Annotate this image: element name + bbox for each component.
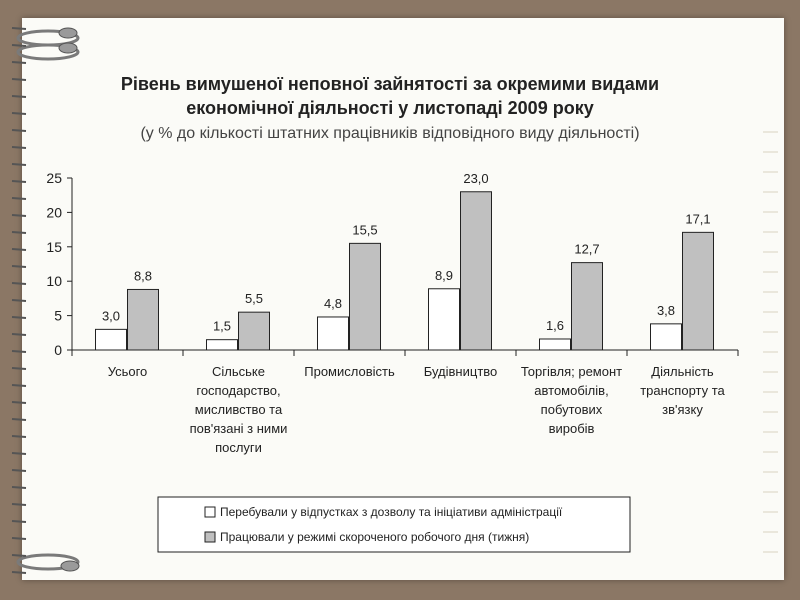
- category-label-4: Торгівля; ремонт: [520, 364, 623, 379]
- legend-label-0: Перебували у відпустках з дозволу та ініціативи адміністрації: [220, 505, 563, 519]
- data-label-series1-cat0: 8,8: [133, 268, 153, 284]
- bar-series0-cat4: [540, 339, 571, 350]
- y-tick-label: 20: [46, 204, 62, 221]
- y-tick-label: 5: [54, 307, 62, 324]
- category-label-0: Усього: [107, 364, 148, 379]
- category-label-3: Будівництво: [423, 364, 498, 379]
- legend-swatch-0: [205, 507, 215, 517]
- data-label-series0-cat2: 4,8: [323, 295, 343, 311]
- category-label-4: виробів: [548, 421, 595, 436]
- legend: [158, 497, 630, 552]
- bar-series1-cat4: [572, 263, 603, 350]
- data-label-series1-cat5: 17,1: [685, 211, 711, 227]
- y-tick-label: 10: [46, 273, 62, 290]
- y-tick-label: 25: [46, 170, 62, 186]
- bar-series0-cat2: [318, 317, 349, 350]
- bar-series0-cat3: [429, 289, 460, 350]
- bar-series0-cat1: [207, 340, 238, 350]
- data-label-series0-cat4: 1,6: [545, 317, 565, 333]
- category-label-5: зв'язку: [662, 402, 703, 417]
- category-label-1: Сільське: [212, 364, 265, 379]
- legend-label-1: Працювали у режимі скороченого робочого дня (тижня): [220, 530, 530, 544]
- category-label-1: пов'язані з ними: [189, 421, 288, 436]
- bar-series1-cat3: [461, 192, 492, 350]
- category-label-2: Промисловість: [304, 364, 395, 379]
- data-label-series0-cat1: 1,5: [212, 318, 232, 334]
- bar-series0-cat0: [96, 329, 127, 350]
- y-tick-label: 15: [46, 238, 62, 255]
- data-label-series0-cat0: 3,0: [101, 308, 121, 324]
- chart-title-line-1: Рівень вимушеної неповної зайнятості за окремими видами: [120, 74, 660, 94]
- data-label-series0-cat5: 3,8: [656, 302, 676, 318]
- data-label-series1-cat4: 12,7: [574, 241, 600, 257]
- category-label-5: Діяльність: [651, 364, 714, 379]
- category-label-1: мисливство та: [194, 402, 283, 417]
- data-label-series0-cat3: 8,9: [434, 267, 454, 283]
- y-tick-label: 0: [54, 342, 62, 358]
- bar-series1-cat0: [128, 289, 159, 350]
- bar-series0-cat5: [651, 324, 682, 350]
- data-label-series1-cat1: 5,5: [244, 291, 264, 307]
- category-label-4: автомобілів,: [534, 383, 609, 398]
- bar-series1-cat5: [683, 232, 714, 350]
- category-label-5: транспорту та: [640, 383, 725, 398]
- bar-series1-cat2: [350, 243, 381, 350]
- data-label-series1-cat3: 23,0: [463, 170, 489, 186]
- category-label-1: господарство,: [196, 383, 281, 398]
- legend-swatch-1: [205, 532, 215, 542]
- plot-area: [46, 170, 738, 455]
- category-label-4: побутових: [540, 402, 603, 417]
- chart-subtitle: (у % до кількості штатних працівників відповідного виду діяльності): [140, 125, 640, 142]
- data-label-series1-cat2: 15,5: [352, 222, 378, 238]
- chart-title-line-2: економічної діяльності у листопаді 2009 року: [186, 98, 594, 118]
- category-label-1: послуги: [215, 440, 262, 455]
- bar-series1-cat1: [239, 312, 270, 350]
